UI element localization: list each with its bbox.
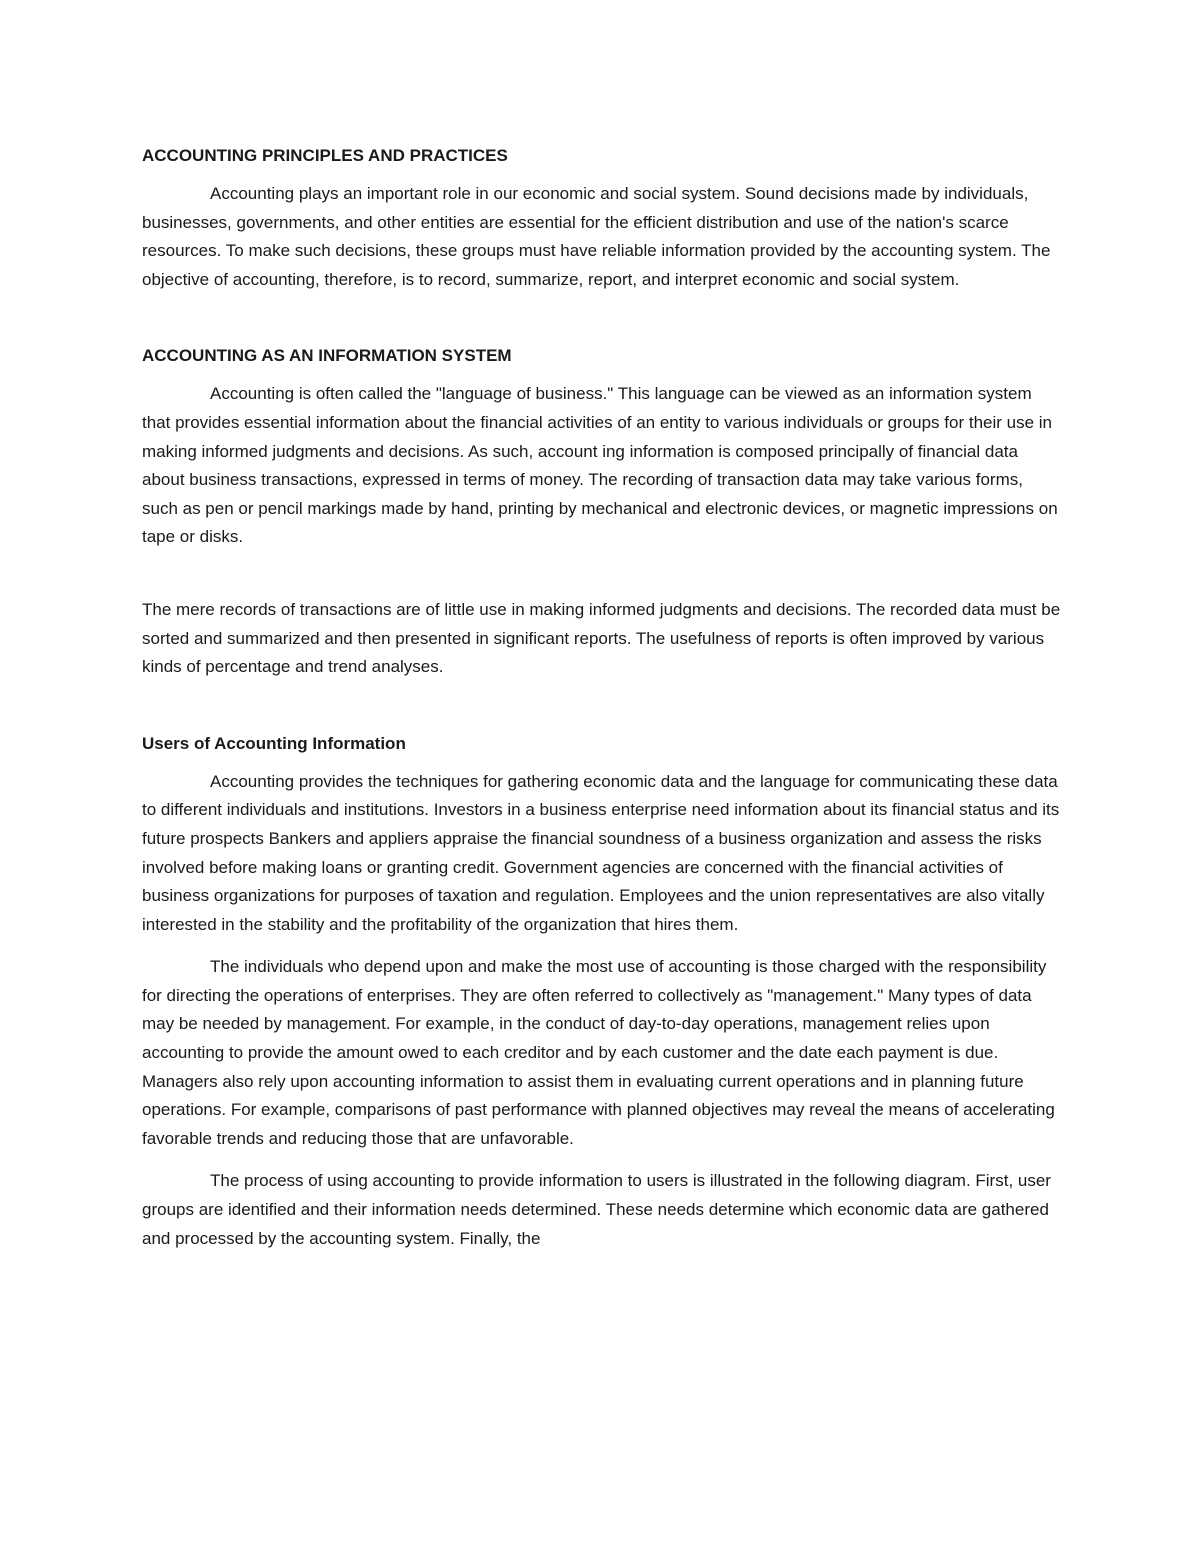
section-heading-accounting-principles: ACCOUNTING PRINCIPLES AND PRACTICES: [142, 146, 508, 165]
paragraph-mere-records: The mere records of transactions are of little use in making informed judgments and decisions. The recorded data must be sorted and summarized and then presented in significant reports. The usefulness of reports is often improved by various kinds of percentage and trend analyses.: [142, 599, 1061, 677]
paragraph-management: The individuals who depend upon and make the most use of accounting is those charged with the responsibility for directing the operations of enterprises. They are often referred to collectively as "management." Many types of data may be needed by management. For example, in the conduct of day-to-day operations, management relies upon accounting to provide the amount owed to each creditor and by each customer and the date each payment is due. Managers also rely upon accounting information to assist them in evaluating current operations and in planning future operations. For example, comparisons of past performance with planned objectives may reveal the means of accelerating favorable trends and reducing those that are unfavorable.: [142, 957, 1055, 1148]
document-body: [142, 142, 1062, 1253]
section-heading-users: Users of Accounting Information: [142, 733, 406, 753]
paragraph-techniques: Accounting provides the techniques for gathering economic data and the language for communicating these data to different individuals and institutions. Investors in a business enterprise need information about its financial status and its future prospects Bankers and appliers appraise the financial soundness of a business organization and assess the risks involved before making loans or granting credit. Government agencies are concerned with the financial activities of business organizations for purposes of taxation and regulation. Employees and the union representatives are also vitally interested in the stability and the profitability of the organization that hires them.: [142, 771, 1060, 934]
paragraph-process: The process of using accounting to provide information to users is illustrated in the following diagram. First, user groups are identified and their information needs determined. These needs determine which economic data are gathered and processed by the accounting system. Finally, the: [142, 1171, 1051, 1248]
paragraph-language-of-business: Accounting is often called the "language of business." This language can be viewed as an information system that provides essential information about the financial activities of an entity to various individuals or groups for their use in making informed judgments and decisions. As such, account ing information is composed principally of financial data about business transactions, expressed in terms of money. The recording of transaction data may take various forms, such as pen or pencil markings made by hand, printing by mechanical and electronic devices, or magnetic impressions on tape or disks.: [142, 384, 1058, 547]
paragraph-accounting-role: Accounting plays an important role in our economic and social system. Sound decisions made by individuals, businesses, governments, and other entities are essential for the efficient distribution and use of the nation's scarce resources. To make such decisions, these groups must have reliable information provided by the accounting system. The objective of accounting, therefore, is to record, summarize, report, and interpret economic and social system.: [142, 184, 1051, 289]
section-heading-information-system: ACCOUNTING AS AN INFORMATION SYSTEM: [142, 346, 512, 366]
